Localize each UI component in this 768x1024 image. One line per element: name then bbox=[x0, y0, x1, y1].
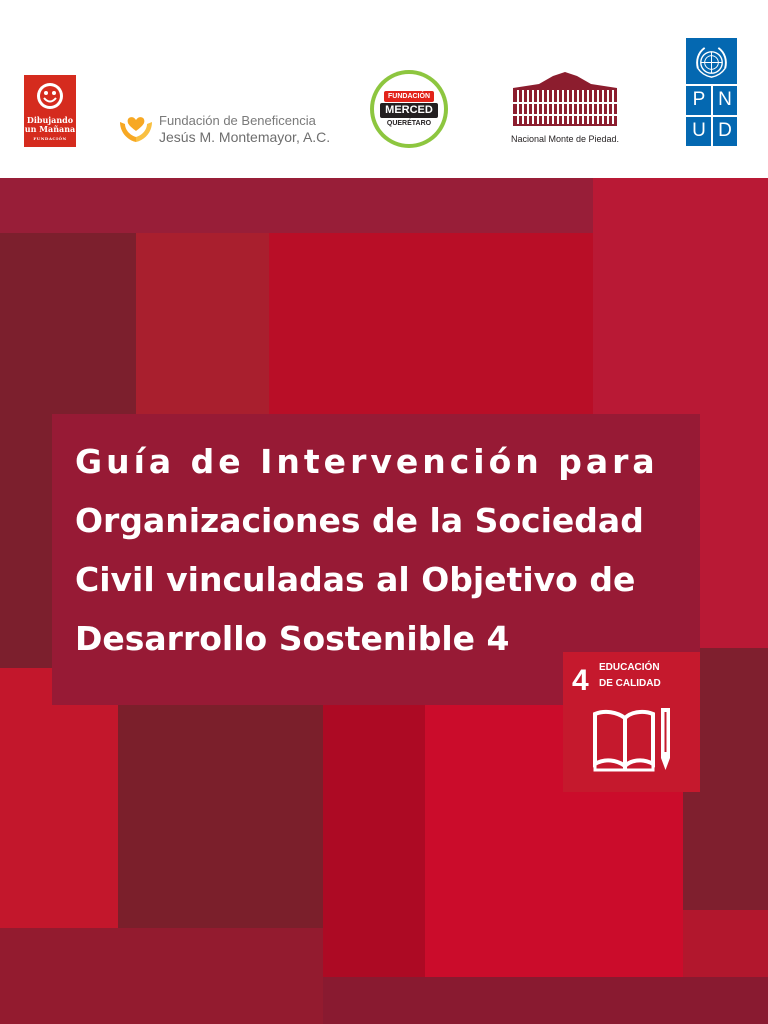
pnud-letter: U bbox=[692, 120, 706, 141]
title-line: Organizaciones de la Sociedad bbox=[75, 501, 644, 540]
mosaic-block bbox=[323, 705, 425, 977]
hands-heart-icon bbox=[117, 110, 155, 148]
pnud-letter: P bbox=[692, 89, 706, 110]
sdg-label-line1: EDUCACIÓN bbox=[599, 662, 660, 673]
merced-line2: MERCED bbox=[380, 103, 438, 118]
sdg4-badge bbox=[563, 652, 700, 792]
mosaic-block bbox=[0, 178, 593, 233]
pnud-logo bbox=[686, 38, 737, 146]
mosaic-block bbox=[683, 910, 768, 977]
mosaic-block bbox=[136, 233, 269, 415]
smiling-face-logo-icon bbox=[35, 81, 65, 111]
mosaic-block bbox=[0, 928, 323, 1024]
jesus-line2: Jesús M. Montemayor, A.C. bbox=[159, 129, 331, 145]
fundacion-jesus-montemayor-logo bbox=[117, 110, 337, 150]
mosaic-block bbox=[269, 233, 593, 415]
logo-bar bbox=[0, 0, 768, 178]
mosaic-block bbox=[0, 668, 118, 928]
dibujando-line3: FUNDACIÓN bbox=[33, 136, 67, 141]
mosaic-block bbox=[323, 977, 768, 1024]
dibujando-line1: Dibujando bbox=[26, 115, 74, 125]
pnud-letter: N bbox=[718, 89, 732, 110]
title-line: Civil vinculadas al Objetivo de bbox=[75, 560, 636, 599]
title-line: Desarrollo Sostenible 4 bbox=[75, 619, 510, 658]
un-emblem-icon bbox=[692, 43, 731, 82]
monte-caption: Nacional Monte de Piedad. bbox=[510, 134, 620, 144]
mosaic-block bbox=[118, 705, 323, 928]
building-facade-icon bbox=[509, 70, 621, 130]
dibujando-line2: un Mañana bbox=[24, 124, 76, 134]
jesus-line1: Fundación de Beneficencia bbox=[159, 113, 316, 128]
pnud-letter: D bbox=[718, 120, 732, 141]
merced-line1: FUNDACIÓN bbox=[384, 91, 434, 102]
sdg-label-line2: DE CALIDAD bbox=[599, 678, 661, 689]
title-line: Guía de Intervención para bbox=[75, 442, 659, 481]
book-pencil-icon bbox=[593, 708, 675, 774]
nacional-monte-de-piedad-logo bbox=[505, 70, 625, 152]
fundacion-merced-logo bbox=[370, 70, 448, 148]
sdg-number: 4 bbox=[572, 664, 589, 697]
dibujando-un-manana-logo bbox=[24, 75, 76, 147]
cover-title bbox=[75, 432, 685, 668]
merced-line3: QUERÉTARO bbox=[386, 120, 432, 127]
merced-inner bbox=[374, 74, 444, 144]
